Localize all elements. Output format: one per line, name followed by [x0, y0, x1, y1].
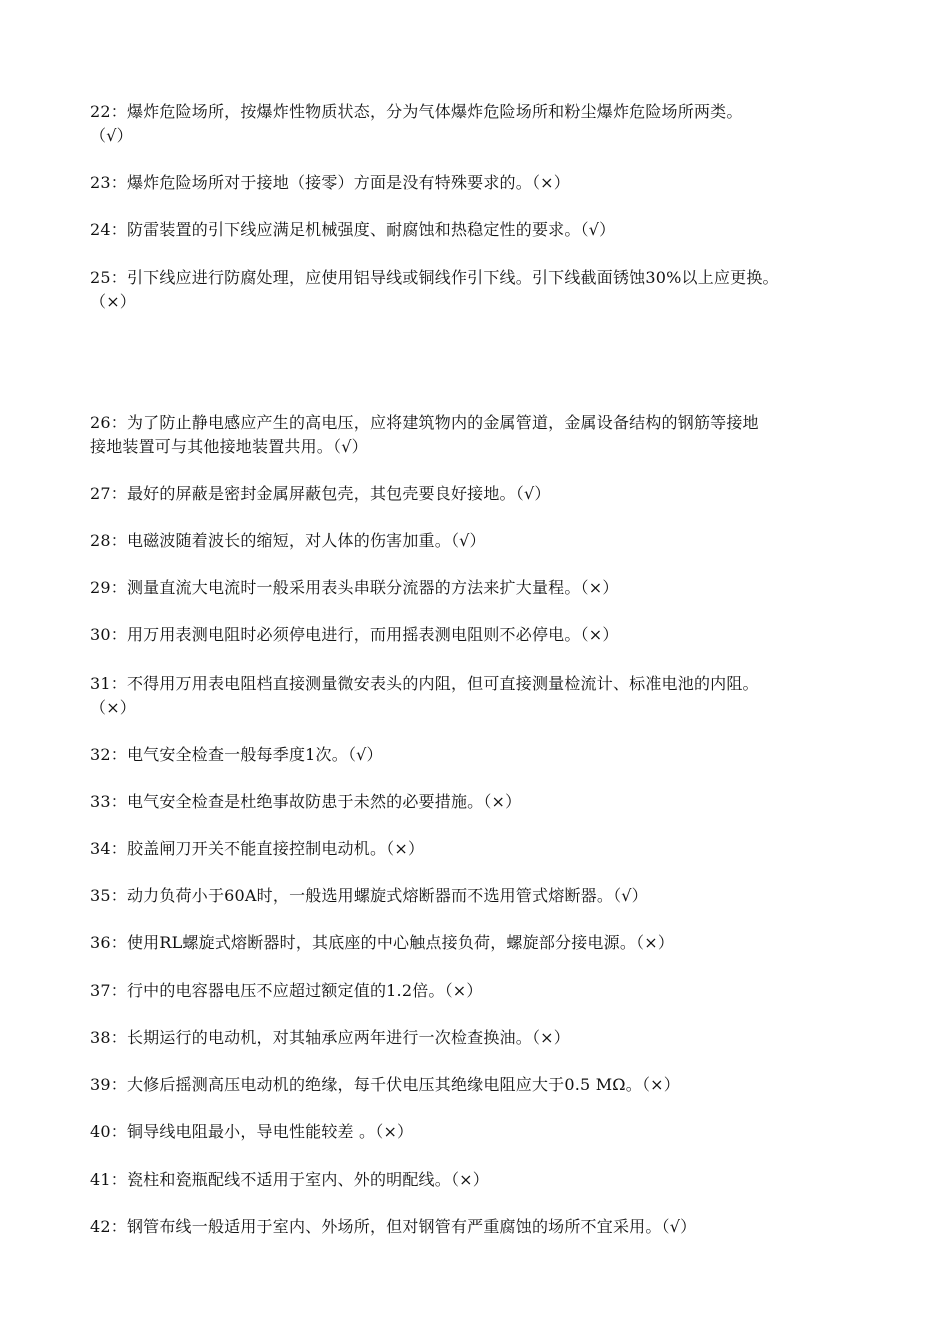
- question-29: [90, 576, 870, 600]
- question-30: [90, 623, 870, 647]
- question-41-line-1: 41：瓷柱和瓷瓶配线不适用于室内、外的明配线。（×）: [90, 1170, 489, 1189]
- question-33: [90, 790, 870, 814]
- question-28-line-1: 28：电磁波随着波长的缩短，对人体的伤害加重。（√）: [90, 531, 486, 550]
- question-25-line-1: 25：引下线应进行防腐处理，应使用铝导线或铜线作引下线。引下线截面锈蚀30%以上应更换。: [90, 268, 779, 287]
- question-39: [90, 1073, 870, 1097]
- question-35: [90, 884, 870, 908]
- question-22: [90, 100, 870, 148]
- question-25: [90, 266, 870, 314]
- question-28: [90, 529, 870, 553]
- question-34-line-1: 34：胶盖闸刀开关不能直接控制电动机。（×）: [90, 839, 425, 858]
- question-31-line-2: （×）: [90, 698, 137, 717]
- question-34: [90, 837, 870, 861]
- question-40-line-1: 40：铜导线电阻最小，导电性能较差 。（×）: [90, 1122, 414, 1141]
- question-27-line-1: 27：最好的屏蔽是密封金属屏蔽包壳，其包壳要良好接地。（√）: [90, 484, 551, 503]
- question-22-line-2: （√）: [90, 126, 133, 145]
- question-40: [90, 1120, 870, 1144]
- question-32-line-1: 32：电气安全检查一般每季度1次。（√）: [90, 745, 383, 764]
- question-42: [90, 1215, 870, 1239]
- question-35-line-1: 35：动力负荷小于60A时，一般选用螺旋式熔断器而不选用管式熔断器。（√）: [90, 886, 648, 905]
- question-23-line-1: 23：爆炸危险场所对于接地（接零）方面是没有特殊要求的。（×）: [90, 173, 570, 192]
- question-29-line-1: 29：测量直流大电流时一般采用表头串联分流器的方法来扩大量程。（×）: [90, 578, 619, 597]
- question-33-line-1: 33：电气安全检查是杜绝事故防患于未然的必要措施。（×）: [90, 792, 522, 811]
- question-41: [90, 1168, 870, 1192]
- question-30-line-1: 30：用万用表测电阻时必须停电进行，而用摇表测电阻则不必停电。（×）: [90, 625, 619, 644]
- question-26-line-2: 接地装置可与其他接地装置共用。（√）: [90, 437, 368, 456]
- question-22-line-1: 22：爆炸危险场所，按爆炸性物质状态，分为气体爆炸危险场所和粉尘爆炸危险场所两类。: [90, 102, 743, 121]
- question-36-line-1: 36：使用RL螺旋式熔断器时，其底座的中心触点接负荷，螺旋部分接电源。（×）: [90, 933, 675, 952]
- question-36: [90, 931, 870, 955]
- question-38-line-1: 38：长期运行的电动机，对其轴承应两年进行一次检查换油。（×）: [90, 1028, 570, 1047]
- question-27: [90, 482, 870, 506]
- question-37-line-1: 37：行中的电容器电压不应超过额定值的1.2倍。（×）: [90, 981, 483, 1000]
- question-39-line-1: 39：大修后摇测高压电动机的绝缘，每千伏电压其绝缘电阻应大于0.5 MΩ。（×）: [90, 1075, 680, 1094]
- question-26-line-1: 26：为了防止静电感应产生的高电压，应将建筑物内的金属管道，金属设备结构的钢筋等接地: [90, 413, 759, 432]
- question-24: [90, 218, 870, 242]
- question-24-line-1: 24：防雷装置的引下线应满足机械强度、耐腐蚀和热稳定性的要求。（√）: [90, 220, 616, 239]
- question-31: [90, 672, 870, 720]
- question-31-line-1: 31：不得用万用表电阻档直接测量微安表头的内阻，但可直接测量检流计、标准电池的内阻。: [90, 674, 759, 693]
- question-38: [90, 1026, 870, 1050]
- question-32: [90, 743, 870, 767]
- question-25-line-2: （×）: [90, 292, 137, 311]
- question-23: [90, 171, 870, 195]
- question-37: [90, 979, 870, 1003]
- question-42-line-1: 42：钢管布线一般适用于室内、外场所，但对钢管有严重腐蚀的场所不宜采用。（√）: [90, 1217, 697, 1236]
- question-26: [90, 411, 870, 459]
